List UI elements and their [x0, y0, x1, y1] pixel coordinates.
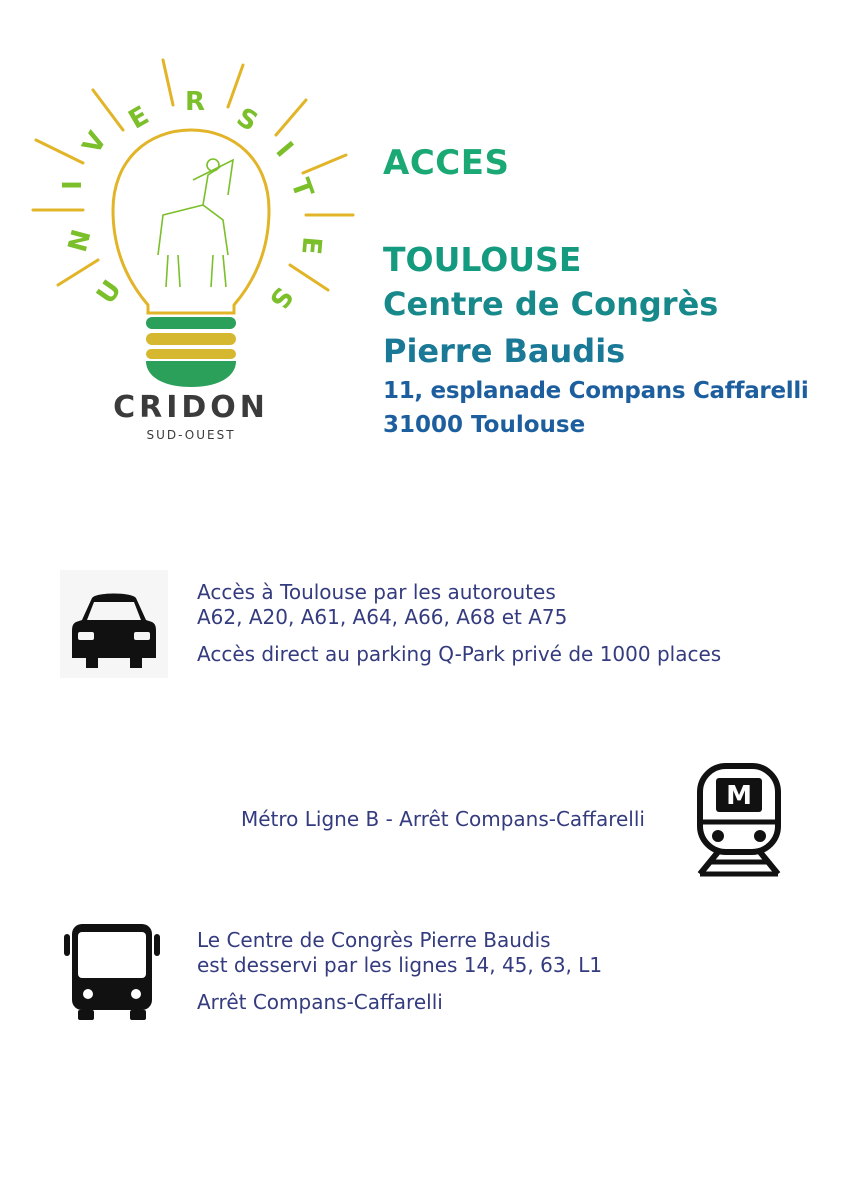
bus-access-info [197, 928, 602, 1015]
car-icon [60, 570, 168, 678]
venue-address [383, 240, 809, 442]
arc-letter: S [262, 281, 299, 314]
bus-text-line2: est desservi par les lignes 14, 45, 63, L1 [197, 953, 603, 977]
postal-address: 31000 Toulouse [383, 412, 586, 438]
arc-letter: E [295, 235, 327, 256]
metro-access-info [241, 807, 645, 832]
bulb-icon [113, 130, 269, 313]
bulb-stripe [146, 317, 236, 329]
page-title: ACCES [383, 143, 510, 183]
venue-name-line1: Centre de Congrès [383, 285, 719, 323]
arc-letter: U [91, 275, 128, 310]
arc-letter: S [231, 102, 263, 138]
car-text-line3: Accès direct au parking Q-Park privé de 1000 places [197, 642, 722, 666]
street-address: 11, esplanade Compans Caffarelli [383, 378, 809, 404]
arc-letter: I [58, 180, 88, 190]
brand-name: CRIDON [113, 390, 269, 425]
arc-letter: V [77, 126, 114, 160]
car-access-info [197, 580, 721, 667]
car-text-line2: A62, A20, A61, A64, A66, A68 et A75 [197, 605, 568, 629]
metro-icon [696, 762, 782, 878]
bus-text-line3: Arrêt Compans-Caffarelli [197, 990, 443, 1014]
metro-text-line1: Métro Ligne B - Arrêt Compans-Caffarelli [241, 807, 645, 831]
arc-letter: E [123, 100, 155, 136]
cridon-logo [28, 55, 358, 455]
city-name: TOULOUSE [383, 240, 582, 279]
car-text-line1: Accès à Toulouse par les autoroutes [197, 580, 556, 604]
metro-letter: M [726, 781, 752, 811]
bulb-base [146, 361, 236, 387]
venue-name-line2: Pierre Baudis [383, 332, 626, 370]
brand-subtitle: SUD-OUEST [146, 428, 236, 442]
arc-letter: N [62, 226, 98, 256]
centaur-icon [158, 159, 233, 287]
logo-graphic [28, 55, 358, 455]
header [383, 143, 509, 183]
arc-letter: R [184, 87, 206, 117]
bulb-stripe [146, 349, 236, 359]
bus-text-line1: Le Centre de Congrès Pierre Baudis [197, 928, 551, 952]
arc-letter: T [284, 174, 319, 202]
arc-letter: I [269, 136, 299, 164]
bulb-stripe [146, 333, 236, 345]
bus-icon [62, 920, 162, 1020]
